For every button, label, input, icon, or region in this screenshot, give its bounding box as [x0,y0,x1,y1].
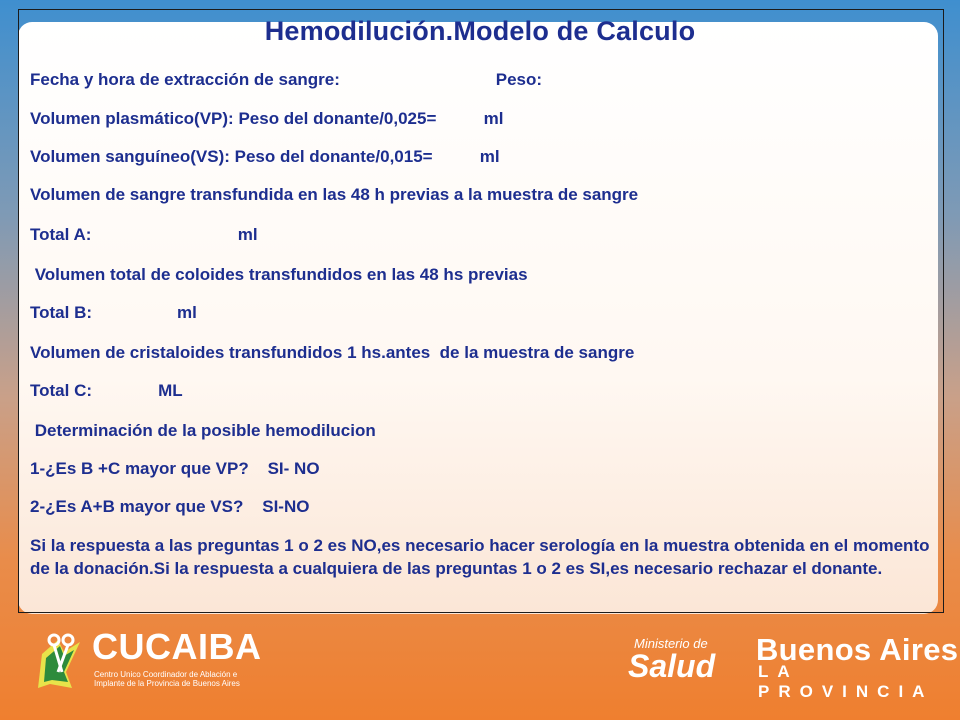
cucaiba-name: CUCAIBA [92,626,262,667]
line-coloides: Volumen total de coloides transfundidos en las 48 hs previas [30,265,528,284]
conclusion-paragraph: Si la respuesta a las preguntas 1 o 2 es NO,es necesario hacer serología en la muestra obtenida en el momento de la donación.Si la respuesta a cualquiera de las preguntas 1 o 2 es SI,es necesario rechazar el donante. [30,536,930,578]
line-volumen-sanguineo: Volumen sanguíneo(VS): Peso del donante/0,015= ml [30,147,500,166]
la-provincia-label: LA PROVINCIA [758,662,934,701]
line-fecha-peso: Fecha y hora de extracción de sangre: Peso: [30,70,543,89]
ministerio-label: Ministerio de [634,636,708,651]
line-sangre-transfundida: Volumen de sangre transfundida en las 48 h previas a la muestra de sangre [30,185,639,204]
line-total-a: Total A: ml [30,225,258,244]
line-determinacion: Determinación de la posible hemodilucion [30,421,376,440]
buenos-aires-label: Buenos Aires [756,632,959,667]
ministerio-salud: Salud [628,648,716,684]
line-volumen-plasmatico: Volumen plasmático(VP): Peso del donante/0,025= ml [30,109,504,128]
line-total-b: Total B: ml [30,303,197,322]
cucaiba-subtitle: Centro Unico Coordinador de Ablación e Implante de la Provincia de Buenos Aires [94,670,240,688]
line-cristaloides: Volumen de cristaloides transfundidos 1 hs.antes de la muestra de sangre [30,343,635,362]
line-total-c: Total C: ML [30,381,183,400]
line-pregunta-1: 1-¿Es B +C mayor que VP? SI- NO [30,459,320,478]
line-pregunta-2: 2-¿Es A+B mayor que VS? SI-NO [30,497,310,516]
cucaiba-logo-icon [36,632,86,690]
page-title: Hemodilución.Modelo de Calculo [264,16,696,46]
